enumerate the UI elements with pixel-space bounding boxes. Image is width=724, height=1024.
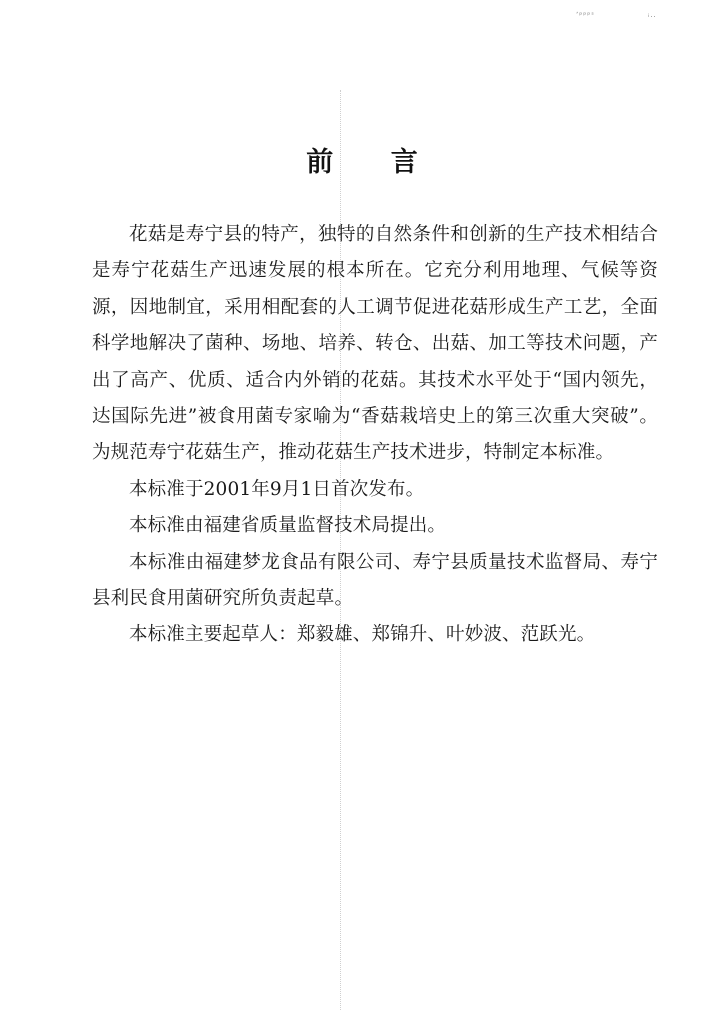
- preface-paragraph-drafting-units: 本标准由福建梦龙食品有限公司、寿宁县质量技术监督局、寿宁县利民食用菌研究所负责起草。: [92, 551, 658, 610]
- scan-artifact-right: ᵢ..: [648, 11, 657, 19]
- preface-paragraph-intro: 花菇是寿宁县的特产，独特的自然条件和创新的生产技术相结合是寿宁花菇生产迅速发展的根本所在。它充分利用地理、气候等资源，因地制宜，采用相配套的人工调节促进花菇形成生产工艺，全面科学地解决了菌种、场地、培养、转仓、出菇、加工等技术问题，产出了高产、优质、适合内外销的花菇。其技术水平处于“国内领先，达国际先进”被食用菌专家喻为“香菇栽培史上的第三次重大突破”。为规范寿宁花菇生产，推动花菇生产技术进步，特制定本标准。: [92, 224, 658, 464]
- preface-body: [92, 217, 658, 654]
- scan-artifact-left: ʼᵖᵖᵖˢ: [576, 11, 595, 19]
- page-title: 前 言: [306, 147, 442, 178]
- preface-paragraph-release-date: 本标准于2001年9月1日首次发布。: [129, 478, 425, 500]
- preface-paragraph-proposer: 本标准由福建省质量监督技术局提出。: [129, 515, 447, 537]
- preface-paragraph-drafters: 本标准主要起草人：郑毅雄、郑锦升、叶妙波、范跃光。: [129, 624, 596, 646]
